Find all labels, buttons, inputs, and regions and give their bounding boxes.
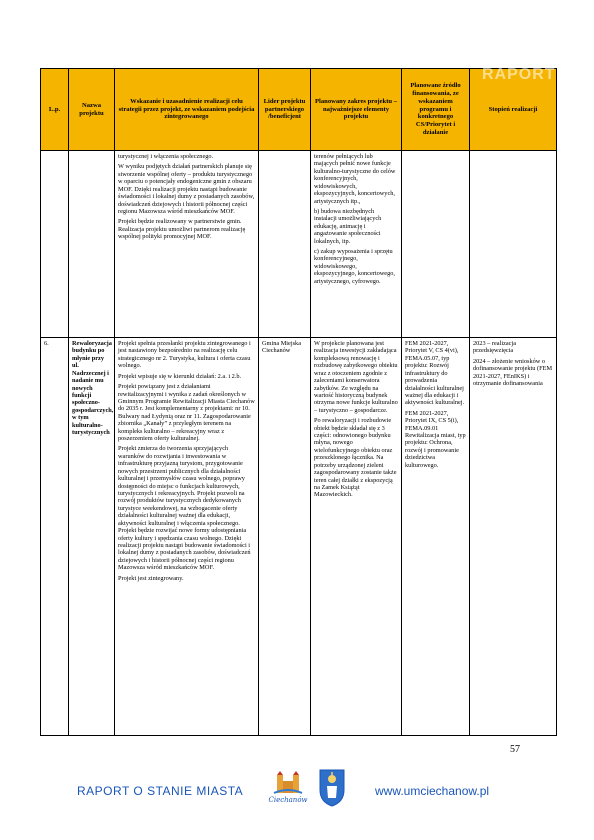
paragraph: W wyniku podjętych działań partnerskich planuje się stworzenie wspólnej oferty – produktu turystycznego w oparciu o potencjały endogeniczne gmin z obszaru MOF. Dzięki realizacji projektu nastąpi budowanie świadomości i lokalnej dumy z posiadanych zasobów, doświadczeń dziejowych i historii północnej części regionu Mazowsza wśród mieszkańców MOF. bbox=[118, 163, 255, 215]
header-funding: Planowane źródło finansowania, ze wskazaniem programu i konkretnego CS/Priorytet i działanie bbox=[402, 69, 470, 151]
footer-website: www.umciechanow.pl bbox=[375, 784, 490, 798]
paragraph: FEM 2021-2027, Priorytet V, CS 4(vi), FEMA.05.07, typ projektu: Rozwój infrastruktury do prowadzenia działalności kulturalnej ważnej dla edukacji i aktywności kulturalnej. bbox=[405, 340, 465, 407]
paragraph: W projekcie planowana jest realizacja inwestycji zakładająca kompleksową renowację i rozbudowę zabytkowego obiektu wraz z otoczeniem zgodnie z zaleceniami konserwatora zabytków. Ze względu na wartość historyczną budynek otrzyma nowe funkcje kulturalno – turystyczno – gospodarcze. bbox=[314, 340, 398, 414]
header-scope: Planowany zakres projektu – najważniejsze elementy projektu bbox=[311, 69, 402, 151]
cell-indication bbox=[115, 151, 259, 338]
cell-funding bbox=[402, 338, 470, 736]
header-lp: L.p. bbox=[41, 69, 69, 151]
paragraph: 2024 – złożenie wniosków o dofinansowanie projektu (FEM 2021-2027, FEnIKS) i otrzymanie dofinansowania bbox=[473, 357, 553, 388]
paragraph: Projekt jest zintegrowany. bbox=[118, 574, 184, 582]
cell-status bbox=[470, 338, 557, 736]
projects-table bbox=[40, 68, 557, 736]
table-row bbox=[41, 151, 557, 338]
paragraph: FEM 2021-2027, Priorytet IX, CS 5(i), FEMA.09.01 Rewitalizacja miast, typ projektu: Ochrona, rozwój i promowanie dziedzictwa kulturowego. bbox=[405, 409, 466, 469]
cell-name: Rewaloryzacja budynku po młynie przy ul. Nadrzecznej i nadanie mu nowych funkcji społeczno-gospodarczych, w tym kulturalno-turystycznych bbox=[69, 338, 115, 736]
cell-lp bbox=[41, 151, 69, 338]
city-logo-icon bbox=[268, 769, 308, 805]
paragraph: Projekt wpisuje się w kierunki działań: 2.a. i 2.b. bbox=[118, 372, 242, 380]
cell-leader: Gmina Miejska Ciechanów bbox=[259, 338, 311, 736]
page-footer bbox=[0, 765, 594, 825]
header-watermark bbox=[482, 68, 556, 82]
cell-scope bbox=[311, 151, 402, 338]
cell-lp: 6. bbox=[41, 338, 69, 736]
page-number: 57 bbox=[510, 744, 520, 755]
header-name: Nazwa projektu bbox=[69, 69, 115, 151]
paragraph: c) zakup wyposażenia i sprzętu konferencyjnego, widowiskowego, ekspozycyjnego, koncertowego, artystycznego, cyfrowego. bbox=[314, 248, 395, 285]
header-status: Stopień realizacji bbox=[470, 69, 557, 151]
paragraph: 2023 – realizacja przedsięwzięcia bbox=[473, 340, 517, 355]
cell-leader bbox=[259, 151, 311, 338]
table-header-row bbox=[41, 69, 557, 151]
cell-funding bbox=[402, 151, 470, 338]
paragraph: Projekt powiązany jest z działaniami rewitalizacyjnymi i wynika z zadań określonych w Gminnym Programie Rewitalizacji Miasta Ciechanów do 2035 r. Jest komplementarny z projektami: nr 10. Bulwary nad Łydynią oraz nr 11. Zagospodarowanie zbiornika „Kanały” z przyległym terenem na kompleks kulturalno – rekreacyjny wraz z poszerzeniem oferty kulturalnej. bbox=[118, 383, 255, 443]
watermark-text: RAPORT bbox=[482, 68, 556, 82]
paragraph: turystycznej i włączenia społecznego. bbox=[118, 153, 214, 160]
cell-scope bbox=[311, 338, 402, 736]
coat-of-arms-icon bbox=[318, 768, 346, 808]
paragraph: terenów pełniących lub mających pełnić nowe funkcje kulturalno-turystyczne do celów konferencyjnych, widowiskowych, ekspozycyjnych, koncertowych, artystycznych itp., bbox=[314, 153, 396, 205]
header-leader: Lider projektu partnerskiego /beneficjent bbox=[259, 69, 311, 151]
paragraph: Projekt będzie realizowany w partnerstwie gmin. Realizacja projektu umożliwi partnerom realizację wspólnej polityki promocyjnej MOF. bbox=[118, 218, 246, 241]
paragraph: Po rewaloryzacji i rozbudowie obiekt będzie składał się z 3 części: odnowionego budynku młyna, nowego wielofunkcyjnego obiektu oraz przeszklonego łącznika. Na potrzeby urządzonej zieleni zagospodarowany zostanie także teren całej działki z ekspozycją na Zamek Książąt Mazowieckich. bbox=[314, 417, 397, 499]
cell-status bbox=[470, 151, 557, 338]
logo-label: Ciechanów bbox=[268, 796, 308, 804]
header-indication: Wskazanie i uzasadnienie realizacji celu strategii przez projekt, ze wskazaniem podejścia zintegrowanego bbox=[115, 69, 259, 151]
table-row bbox=[41, 338, 557, 736]
paragraph: Projekt zmierza do tworzenia sprzyjających warunków do rozwijania i inwestowania w infrastrukturę przyjazną turystom, przygotowanie nowych przestrzeni publicznych dla działalności kulturalnej i przemysłów czasu wolnego, poprawy dostępności do miejsc o funkcjach kulturowych, turystycznych i rekreacyjnych. Projekt pozwoli na rozwój produktów turystycznych dedykowanych turystyce weekendowej, na wzbogacenie oferty działalności kulturalnej ważnej dla edukacji, aktywności kulturalnej i włączenia społecznego. Projekt będzie rozwijać nowe formy udostępniania oferty kultury i spędzania czasu wolnego. Dzięki realizacji projektu nastąpi budowanie świadomości i lokalnej dumy z posiadanych zasobów, doświadczeń dziejowych i historii północnej części regionu Mazowsza wśród mieszkańców MOF. bbox=[118, 445, 251, 572]
footer-title: RAPORT O STANIE MIASTA bbox=[77, 784, 244, 798]
cell-name bbox=[69, 151, 115, 338]
cell-indication bbox=[115, 338, 259, 736]
paragraph: b) budowa niezbędnych instalacji umożliwiających edukację, animację i angażowanie społeczności lokalnych, itp. bbox=[314, 207, 382, 245]
paragraph: Projekt spełnia przesłanki projektu zintegrowanego i jest nastawiony bezpośrednio na realizację celu strategicznego nr 2. Turystyka, kultura i oferta czasu wolnego. bbox=[118, 340, 251, 370]
